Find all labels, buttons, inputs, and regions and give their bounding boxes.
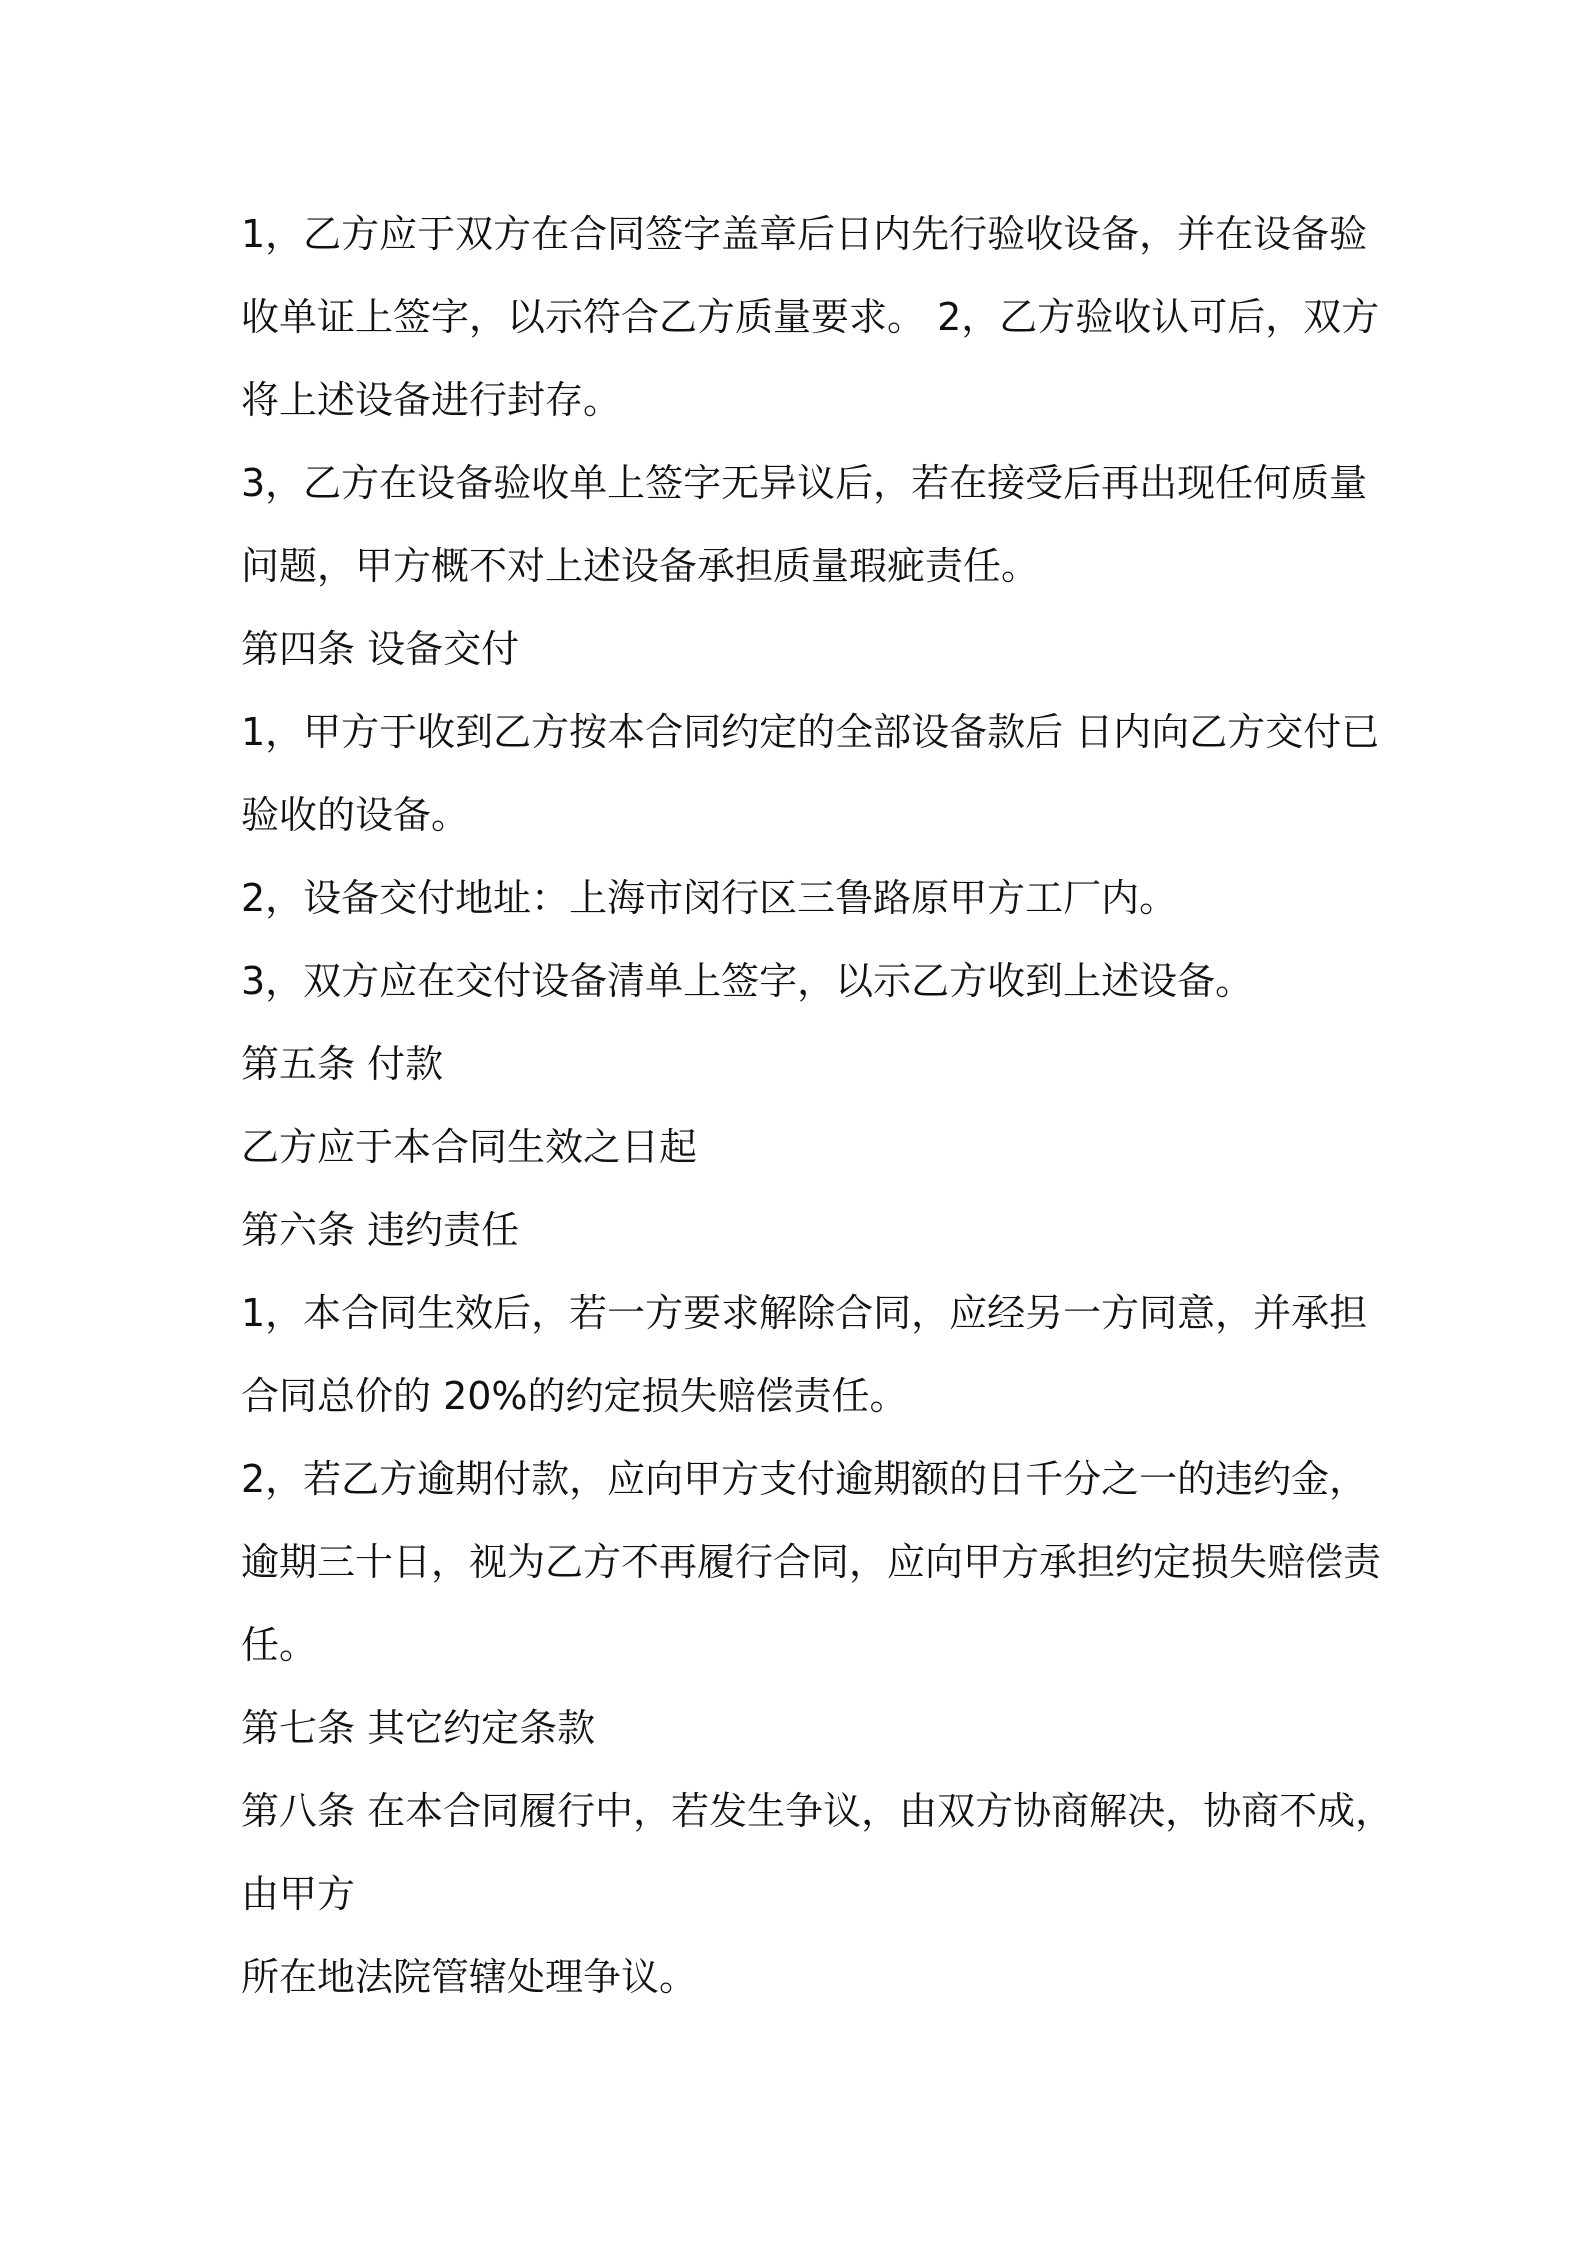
text-line: 第八条 在本合同履行中，若发生争议，由双方协商解决，协商不成， xyxy=(241,1789,1394,1833)
article-heading: 第四条 设备交付 xyxy=(241,627,520,671)
text-line: 任。 xyxy=(241,1623,318,1667)
article-heading: 第五条 付款 xyxy=(241,1042,444,1086)
text-line: 收单证上签字，以示符合乙方质量要求。 2，乙方验收认可后，双方 xyxy=(241,295,1380,339)
text-line: 问题，甲方概不对上述设备承担质量瑕疵责任。 xyxy=(241,544,1040,588)
text-line: 1，甲方于收到乙方按本合同约定的全部设备款后 日内向乙方交付已 xyxy=(241,710,1380,754)
text-line: 2，若乙方逾期付款，应向甲方支付逾期额的日千分之一的违约金， xyxy=(241,1457,1368,1501)
article-heading: 第六条 违约责任 xyxy=(241,1208,520,1252)
text-line: 将上述设备进行封存。 xyxy=(241,378,622,422)
article-heading: 第七条 其它约定条款 xyxy=(241,1706,596,1750)
text-line: 1，乙方应于双方在合同签字盖章后日内先行验收设备，并在设备验 xyxy=(241,212,1368,256)
text-line: 2，设备交付地址：上海市闵行区三鲁路原甲方工厂内。 xyxy=(241,876,1178,920)
text-line: 由甲方 xyxy=(241,1872,356,1916)
text-line: 3，乙方在设备验收单上签字无异议后，若在接受后再出现任何质量 xyxy=(241,461,1368,505)
text-line: 3，双方应在交付设备清单上签字，以示乙方收到上述设备。 xyxy=(241,959,1254,1003)
text-line: 逾期三十日，视为乙方不再履行合同，应向甲方承担约定损失赔偿责 xyxy=(241,1540,1382,1584)
text-line: 合同总价的 20%的约定损失赔偿责任。 xyxy=(241,1374,908,1418)
text-line: 验收的设备。 xyxy=(241,793,470,837)
text-line: 所在地法院管辖处理争议。 xyxy=(241,1955,698,1999)
document-body xyxy=(241,193,1394,2019)
text-line: 1，本合同生效后，若一方要求解除合同，应经另一方同意，并承担 xyxy=(241,1291,1368,1335)
text-line: 乙方应于本合同生效之日起 xyxy=(241,1125,698,1169)
